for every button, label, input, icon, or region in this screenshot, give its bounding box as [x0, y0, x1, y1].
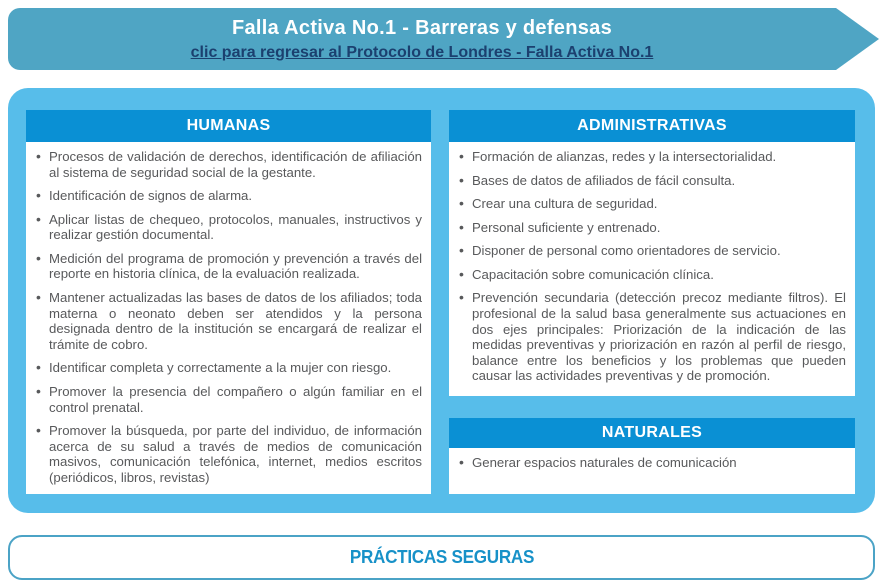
list-item: • Promover la presencia del compañero o algún familiar en el control prenatal.: [35, 384, 422, 415]
list-item: • Identificación de signos de alarma.: [35, 188, 422, 204]
content-panel: [8, 88, 875, 513]
list-item: • Formación de alianzas, redes y la intersectorialidad.: [458, 149, 846, 165]
list-item: • Aplicar listas de chequeo, protocolos, manuales, instructivos y realizar gestión documental.: [35, 212, 422, 243]
naturales-list: [458, 455, 846, 471]
list-item: • Disponer de personal como orientadores de servicio.: [458, 243, 846, 259]
list-item: • Personal suficiente y entrenado.: [458, 220, 846, 236]
administrativas-body: [449, 142, 855, 396]
list-item: • Identificar completa y correctamente a la mujer con riesgo.: [35, 360, 422, 376]
list-item: • Mantener actualizadas las bases de datos de los afiliados; toda materna o neonato deben ser atendidos y la persona designada dentro de la institución se encargará de realizar el trámite de cobro.: [35, 290, 422, 352]
list-item: • Capacitación sobre comunicación clínica.: [458, 267, 846, 283]
back-to-protocol-link[interactable]: clic para regresar al Protocolo de Londres - Falla Activa No.1: [190, 43, 654, 61]
page-title: Falla Activa No.1 - Barreras y defensas: [231, 16, 613, 39]
section-header-naturales: NATURALES: [449, 418, 855, 448]
list-item: • Bases de datos de afiliados de fácil consulta.: [458, 173, 846, 189]
humanas-body: [26, 142, 431, 494]
humanas-section: [26, 110, 431, 494]
list-item: • Crear una cultura de seguridad.: [458, 196, 846, 212]
section-header-administrativas: ADMINISTRATIVAS: [449, 110, 855, 142]
header-banner: [8, 8, 836, 70]
naturales-section: [449, 418, 855, 494]
practicas-seguras-label: PRÁCTICAS SEGURAS: [349, 547, 534, 567]
practicas-seguras-box: [8, 535, 875, 580]
column-humanas: [26, 110, 431, 494]
list-item: • Procesos de validación de derechos, identificación de afiliación al sistema de seguridad social de la gestante.: [35, 149, 422, 180]
section-header-humanas: HUMANAS: [26, 110, 431, 142]
administrativas-list: [458, 149, 846, 384]
list-item: • Promover la búsqueda, por parte del individuo, de información acerca de su salud a través de medios de comunicación masivos, comunicación telefónica, internet, medios escritos (periódicos, libros, revistas): [35, 423, 422, 485]
administrativas-section: [449, 110, 855, 396]
list-item: • Prevención secundaria (detección precoz mediante filtros). El profesional de la salud basa generalmente sus actuaciones en dos ejes principales: Priorización de la indicación de las medidas preventivas y priorización en razón al perfil de riesgo, balance entre los beneficios y los problemas que pueden causar las actividades preventivas y de promoción.: [458, 290, 846, 383]
list-item: • Medición del programa de promoción y prevención a través del reporte en historia clínica, de la evaluación realizada.: [35, 251, 422, 282]
humanas-list: [35, 149, 422, 485]
list-item: • Generar espacios naturales de comunicación: [458, 455, 846, 471]
column-administrativas-naturales: [449, 110, 855, 494]
naturales-body: [449, 448, 855, 494]
